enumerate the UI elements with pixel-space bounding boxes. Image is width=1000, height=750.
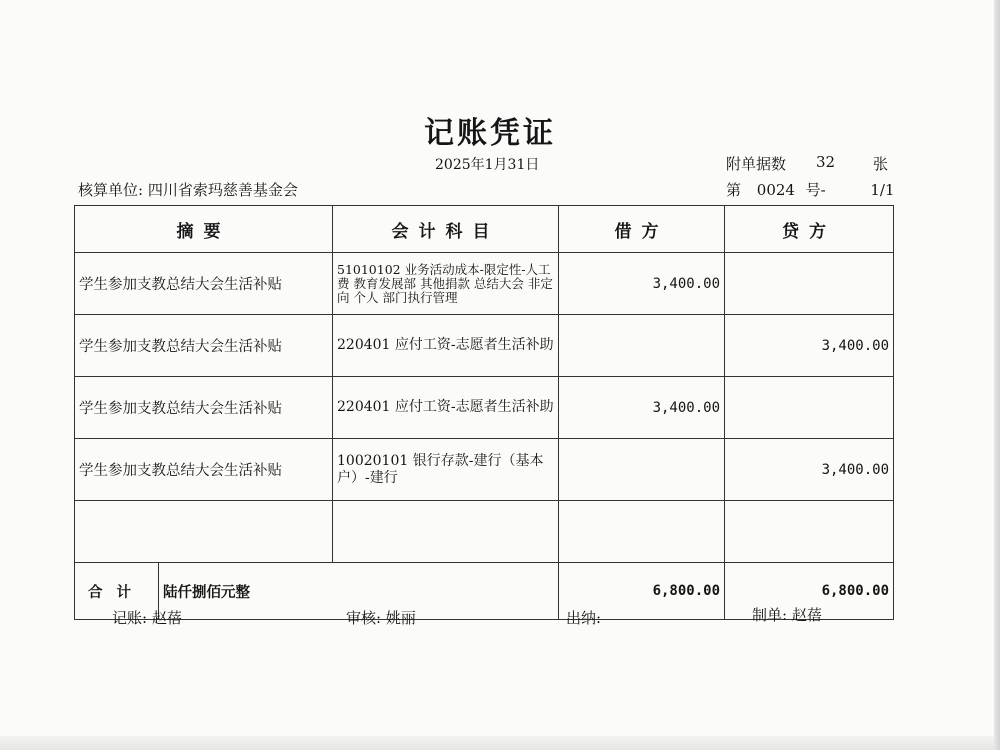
voucher-id: 0024 bbox=[756, 181, 795, 199]
total-amount-in-words: 陆仟捌佰元整 bbox=[159, 563, 559, 620]
voucher-prefix: 第 bbox=[726, 181, 742, 199]
row-account: 10020101 银行存款-建行（基本户）-建行 bbox=[333, 439, 559, 501]
reviewer-signature: 审核: 姚丽 bbox=[346, 609, 416, 627]
accounting-unit: 核算单位: 四川省索玛慈善基金会 bbox=[78, 181, 298, 199]
row-summary bbox=[75, 501, 333, 563]
preparer-signature: 制单: 赵蓓 bbox=[752, 606, 822, 624]
row-summary: 学生参加支教总结大会生活补贴 bbox=[75, 377, 333, 439]
row-credit: 3,400.00 bbox=[725, 439, 894, 501]
row-credit bbox=[725, 377, 894, 439]
row-debit bbox=[559, 501, 725, 563]
header-credit: 贷方 bbox=[725, 206, 894, 253]
attachment-label: 附单据数 bbox=[726, 155, 787, 173]
row-account: 220401 应付工资-志愿者生活补助 bbox=[333, 377, 559, 439]
total-debit: 6,800.00 bbox=[559, 563, 725, 620]
row-summary: 学生参加支教总结大会生活补贴 bbox=[75, 253, 333, 315]
bookkeeper-signature: 记账: 赵蓓 bbox=[112, 609, 182, 627]
table-row bbox=[75, 253, 894, 315]
row-summary: 学生参加支教总结大会生活补贴 bbox=[75, 439, 333, 501]
row-debit: 3,400.00 bbox=[559, 253, 725, 315]
total-label: 合计 bbox=[75, 563, 159, 620]
table-row bbox=[75, 377, 894, 439]
attachment-number: 32 bbox=[816, 153, 836, 171]
row-account: 220401 应付工资-志愿者生活补助 bbox=[333, 315, 559, 377]
attachment-count bbox=[726, 153, 889, 174]
voucher-date: 2025年1月31日 bbox=[435, 157, 540, 173]
table-row bbox=[75, 501, 894, 563]
row-credit bbox=[725, 253, 894, 315]
row-credit bbox=[725, 501, 894, 563]
table-row bbox=[75, 439, 894, 501]
voucher-number bbox=[726, 179, 894, 200]
header-account: 会计科目 bbox=[333, 206, 559, 253]
voucher-title: 记账凭证 bbox=[424, 116, 556, 151]
voucher-suffix: 号- bbox=[805, 181, 826, 199]
header-summary: 摘要 bbox=[75, 206, 333, 253]
row-credit: 3,400.00 bbox=[725, 315, 894, 377]
total-credit: 6,800.00 bbox=[725, 563, 894, 620]
cashier-signature: 出纳: bbox=[566, 609, 602, 627]
row-account: 51010102 业务活动成本-限定性-人工费 教育发展部 其他捐款 总结大会 非定向 个人 部门执行管理 bbox=[333, 253, 559, 315]
table-header bbox=[75, 206, 894, 253]
row-debit: 3,400.00 bbox=[559, 377, 725, 439]
ledger-table bbox=[74, 205, 894, 620]
row-account bbox=[333, 501, 559, 563]
row-debit bbox=[559, 439, 725, 501]
paper-edge bbox=[0, 736, 1000, 750]
row-summary: 学生参加支教总结大会生活补贴 bbox=[75, 315, 333, 377]
row-debit bbox=[559, 315, 725, 377]
table-row bbox=[75, 315, 894, 377]
voucher-page: 1/1 bbox=[870, 181, 895, 199]
header-debit: 借方 bbox=[559, 206, 725, 253]
attachment-unit: 张 bbox=[873, 155, 889, 173]
